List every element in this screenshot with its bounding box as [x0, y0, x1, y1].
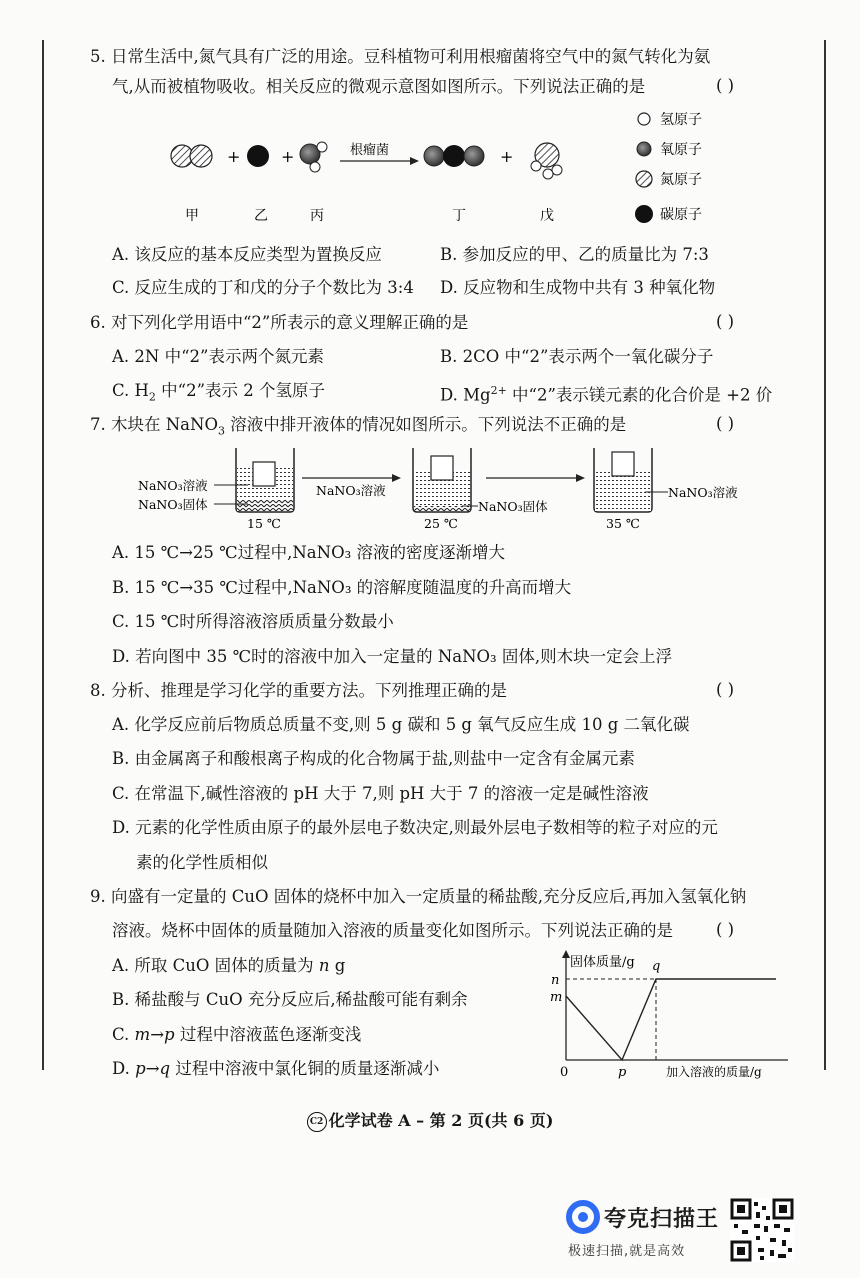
quark-logo-icon: [566, 1200, 600, 1234]
q5-option-d: D. 反应物和生成物中共有 3 种氧化物: [440, 278, 716, 297]
page-footer: [0, 1108, 860, 1132]
q7-beaker-diagram: [0, 440, 860, 540]
q9-option-b: B. 稀盐酸与 CuO 充分反应后,稀盐酸可能有剩余: [112, 990, 468, 1009]
molecule-wu: [531, 143, 562, 179]
graph-ylabel: 固体质量/g: [570, 955, 635, 970]
q8-option-b: B. 由金属离子和酸根离子构成的化合物属于盐,则盐中一定含有金属元素: [112, 749, 635, 768]
q7-stem: 7. 木块在 NaNO$_3$ 溶液中排开液体的情况如图所示。下列说法不正确的是: [90, 415, 627, 438]
q5-line1: 5. 日常生活中,氮气具有广泛的用途。豆科植物可利用根瘤菌将空气中的氮气转化为氨: [90, 47, 711, 66]
q9-option-a: A. 所取 CuO 固体的质量为 n g: [112, 956, 346, 975]
label-bing: 丙: [310, 208, 324, 224]
q5-option-a: A. 该反应的基本反应类型为置换反应: [112, 245, 382, 264]
q7-option-c: C. 15 ℃时所得溶液溶质质量分数最小: [112, 612, 394, 631]
label-jia: 甲: [185, 208, 199, 224]
beaker-15c: [236, 448, 294, 512]
beaker-25c: [413, 448, 471, 512]
q9-line2: 溶液。烧杯中固体的质量随加入溶液的质量变化如图所示。下列说法正确的是: [112, 921, 673, 940]
q9-answer-paren: ( ): [716, 920, 735, 939]
q6-option-b: B. 2CO 中“2”表示两个一氧化碳分子: [440, 347, 714, 366]
reaction-arrow: [340, 157, 419, 165]
legend-oxygen: 氧原子: [660, 142, 702, 158]
q7-option-a: A. 15 ℃→25 ℃过程中,NaNO₃ 溶液的密度逐渐增大: [112, 543, 505, 562]
plus-3: +: [500, 147, 514, 166]
beaker-35c: [594, 448, 652, 512]
fig-label-solution-3: NaNO₃溶液: [668, 485, 738, 500]
watermark-brand: 夸克扫描王: [604, 1207, 720, 1232]
q5-line2: 气,从而被植物吸收。相关反应的微观示意图如图所示。下列说法正确的是: [112, 77, 646, 96]
graph-n: n: [551, 973, 560, 988]
graph-q: q: [652, 959, 661, 974]
footer-badge-icon: C2: [307, 1112, 327, 1132]
graph-p: p: [618, 1065, 627, 1080]
molecule-yi: [247, 145, 269, 167]
q6-option-d: D. $Mg^{2+}$ 中“2”表示镁元素的化合价是 +2 价: [440, 384, 773, 405]
q9-line1: 9. 向盛有一定量的 CuO 固体的烧杯中加入一定质量的稀盐酸,充分反应后,再加入氢氧化钠: [90, 887, 747, 906]
fig-label-solid-1: NaNO₃固体: [138, 497, 208, 512]
footer-text: 化学试卷 A – 第 2 页(共 6 页): [328, 1111, 554, 1130]
q8-answer-paren: ( ): [716, 680, 735, 699]
molecule-jia: [171, 145, 212, 167]
label-yi: 乙: [254, 208, 268, 224]
temp-label-2: 25 ℃: [424, 516, 458, 531]
mass-curve: [566, 979, 776, 1060]
q6-option-c: C. $H_2$ 中“2”表示 2 个氢原子: [112, 381, 326, 404]
graph-m: m: [550, 990, 563, 1005]
q6-option-a: A. 2N 中“2”表示两个氮元素: [112, 347, 324, 366]
q7-option-d: D. 若向图中 35 ℃时的溶液中加入一定量的 NaNO₃ 固体,则木块一定会上浮: [112, 647, 673, 666]
legend-carbon: 碳原子: [660, 207, 702, 223]
q5-option-b: B. 参加反应的甲、乙的质量比为 7:3: [440, 245, 709, 264]
q5-answer-paren: ( ): [716, 76, 735, 95]
q5-option-c: C. 反应生成的丁和戊的分子个数比为 3:4: [112, 278, 414, 297]
plus-1: +: [227, 147, 241, 166]
q6-stem: 6. 对下列化学用语中“2”所表示的意义理解正确的是: [90, 313, 469, 332]
temp-label-1: 15 ℃: [247, 516, 281, 531]
legend: [635, 112, 702, 223]
label-wu: 戊: [540, 208, 554, 224]
q8-option-c: C. 在常温下,碱性溶液的 pH 大于 7,则 pH 大于 7 的溶液一定是碱性溶液: [112, 784, 649, 803]
q9-option-c: C. m→p 过程中溶液蓝色逐渐变浅: [112, 1025, 362, 1044]
fig-label-solution-2: NaNO₃溶液: [316, 483, 386, 498]
q9-option-d: D. p→q 过程中溶液中氯化铜的质量逐渐减小: [112, 1059, 440, 1078]
watermark-slogan: 极速扫描,就是高效: [568, 1244, 686, 1259]
graph-xlabel: 加入溶液的质量/g: [666, 1065, 762, 1079]
q8-option-d-line1: D. 元素的化学性质由原子的最外层电子数决定,则最外层电子数相等的粒子对应的元: [112, 818, 718, 837]
q8-option-d-line2: 素的化学性质相似: [136, 853, 268, 872]
plus-2: +: [281, 147, 295, 166]
q7-option-b: B. 15 ℃→35 ℃过程中,NaNO₃ 的溶解度随温度的升高而增大: [112, 578, 572, 597]
qr-code-icon: [730, 1198, 794, 1262]
graph-origin: 0: [560, 1065, 569, 1080]
fig-label-solid-2: NaNO₃固体: [478, 499, 548, 514]
q6-answer-paren: ( ): [716, 312, 735, 331]
fig-label-solution-1: NaNO₃溶液: [138, 478, 208, 493]
label-ding: 丁: [452, 208, 466, 224]
q8-stem: 8. 分析、推理是学习化学的重要方法。下列推理正确的是: [90, 681, 507, 700]
q8-option-a: A. 化学反应前后物质总质量不变,则 5 g 碳和 5 g 氧气反应生成 10 g 二氧化碳: [112, 715, 690, 734]
molecule-ding: [424, 145, 484, 167]
molecule-bing: [300, 142, 327, 172]
q9-graph: [546, 948, 806, 1088]
legend-hydrogen: 氢原子: [660, 112, 702, 128]
arrow-label: 根瘤菌: [350, 143, 390, 158]
scanner-watermark: [566, 1196, 796, 1266]
q5-reaction-diagram: [0, 104, 860, 234]
q7-answer-paren: ( ): [716, 414, 735, 433]
legend-nitrogen: 氮原子: [660, 172, 702, 188]
temp-label-3: 35 ℃: [606, 516, 640, 531]
